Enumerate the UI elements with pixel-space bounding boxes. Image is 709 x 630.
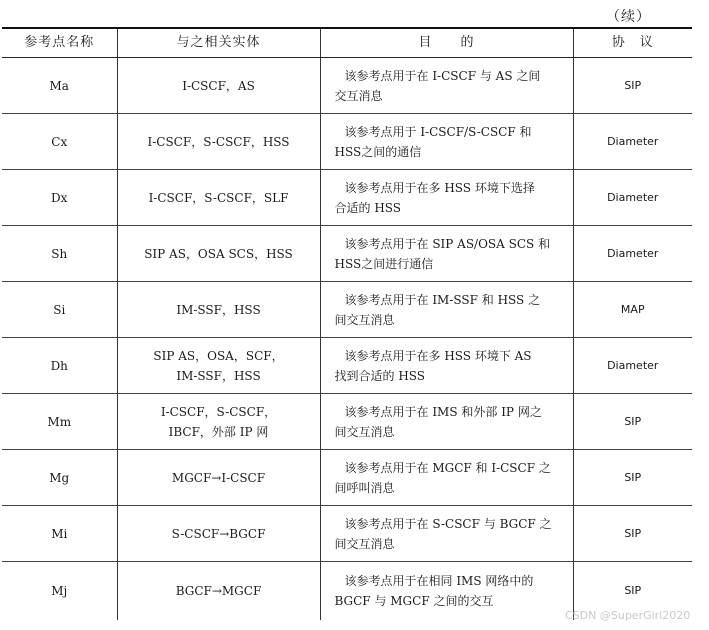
table-row <box>2 170 692 226</box>
entities-line: SIP AS，OSA SCS，HSS <box>144 246 293 261</box>
purpose-text <box>320 170 573 226</box>
reference-point-table <box>2 27 692 620</box>
purpose-text <box>320 450 573 506</box>
entities-line: I-CSCF，AS <box>182 78 255 93</box>
purpose-line: HSS之间的通信 <box>334 144 422 159</box>
purpose-line: HSS之间进行通信 <box>334 256 434 271</box>
reference-point-name: Sh <box>2 226 117 282</box>
purpose-line: 间呼叫消息 <box>334 480 395 495</box>
protocol: SIP <box>573 394 692 450</box>
purpose-text <box>320 114 573 170</box>
header-entities: 与之相关实体 <box>117 28 320 58</box>
protocol: Diameter <box>573 226 692 282</box>
purpose-line: 该参考点用于在相同 IMS 网络中的 <box>344 574 534 588</box>
purpose-text <box>320 506 573 562</box>
related-entities <box>117 58 320 114</box>
related-entities <box>117 562 320 621</box>
table-body <box>2 58 692 621</box>
table-row <box>2 282 692 338</box>
purpose-line: 该参考点用于在多 HSS 环境下 AS <box>344 348 532 363</box>
reference-point-name: Ma <box>2 58 117 114</box>
entities-line: IM-SSF，HSS <box>176 368 261 383</box>
purpose-line: 该参考点用于在 I-CSCF 与 AS 之间 <box>344 68 541 83</box>
reference-point-name: Mg <box>2 450 117 506</box>
purpose-line: BGCF 与 MGCF 之间的交互 <box>334 594 494 608</box>
purpose-line: 该参考点用于在 MGCF 和 I-CSCF 之 <box>344 460 551 475</box>
entities-line: I-CSCF，S-CSCF，HSS <box>147 134 290 149</box>
purpose-line: 该参考点用于 I-CSCF/S-CSCF 和 <box>344 124 532 139</box>
table-row <box>2 450 692 506</box>
purpose-line: 该参考点用于在 IM-SSF 和 HSS 之 <box>344 292 541 307</box>
protocol: Diameter <box>573 114 692 170</box>
related-entities <box>117 338 320 394</box>
continued-label: （续） <box>606 9 651 25</box>
purpose-line: 找到合适的 HSS <box>334 368 426 383</box>
protocol: SIP <box>573 562 692 621</box>
watermark: CSDN @SuperGirl2020 <box>565 609 691 622</box>
protocol: SIP <box>573 58 692 114</box>
reference-point-name: Mi <box>2 506 117 562</box>
entities-line: SIP AS，OSA，SCF， <box>153 348 284 363</box>
table-row <box>2 58 692 114</box>
purpose-line: 间交互消息 <box>334 424 395 439</box>
reference-point-name: Mm <box>2 394 117 450</box>
table-row <box>2 394 692 450</box>
entities-line: IBCF，外部 IP 网 <box>168 424 269 439</box>
table-row <box>2 506 692 562</box>
purpose-line: 交互消息 <box>334 88 383 103</box>
table-row <box>2 338 692 394</box>
entities-line: I-CSCF，S-CSCF， <box>160 404 277 419</box>
table-row <box>2 226 692 282</box>
purpose-line: 该参考点用于在多 HSS 环境下选择 <box>344 180 535 195</box>
reference-point-name: Dx <box>2 170 117 226</box>
header-protocol: 协 议 <box>573 28 692 58</box>
header-name: 参考点名称 <box>2 28 117 58</box>
protocol: Diameter <box>573 170 692 226</box>
header-purpose: 目 的 <box>320 28 573 58</box>
table-row <box>2 114 692 170</box>
entities-line: IM-SSF，HSS <box>176 302 261 317</box>
related-entities <box>117 226 320 282</box>
related-entities <box>117 450 320 506</box>
purpose-text <box>320 338 573 394</box>
purpose-line: 间交互消息 <box>334 312 395 327</box>
protocol: Diameter <box>573 338 692 394</box>
purpose-line: 合适的 HSS <box>334 200 402 215</box>
purpose-text <box>320 282 573 338</box>
reference-point-name: Mj <box>2 562 117 621</box>
protocol: MAP <box>573 282 692 338</box>
purpose-text <box>320 562 573 621</box>
protocol: SIP <box>573 450 692 506</box>
purpose-line: 该参考点用于在 IMS 和外部 IP 网之 <box>344 404 542 419</box>
reference-point-name: Si <box>2 282 117 338</box>
purpose-line: 该参考点用于在 S-CSCF 与 BGCF 之 <box>344 516 552 531</box>
table-header-row <box>2 28 692 58</box>
purpose-line: 间交互消息 <box>334 536 395 551</box>
entities-line: MGCF→I-CSCF <box>171 470 266 485</box>
purpose-text <box>320 58 573 114</box>
reference-point-name: Dh <box>2 338 117 394</box>
related-entities <box>117 170 320 226</box>
related-entities <box>117 282 320 338</box>
purpose-text <box>320 226 573 282</box>
protocol: SIP <box>573 506 692 562</box>
entities-line: S-CSCF→BGCF <box>171 526 266 541</box>
purpose-line: 该参考点用于在 SIP AS/OSA SCS 和 <box>344 236 551 251</box>
related-entities <box>117 114 320 170</box>
related-entities <box>117 506 320 562</box>
reference-point-name: Cx <box>2 114 117 170</box>
entities-line: I-CSCF，S-CSCF，SLF <box>148 190 289 205</box>
related-entities <box>117 394 320 450</box>
purpose-text <box>320 394 573 450</box>
entities-line: BGCF→MGCF <box>175 584 262 598</box>
